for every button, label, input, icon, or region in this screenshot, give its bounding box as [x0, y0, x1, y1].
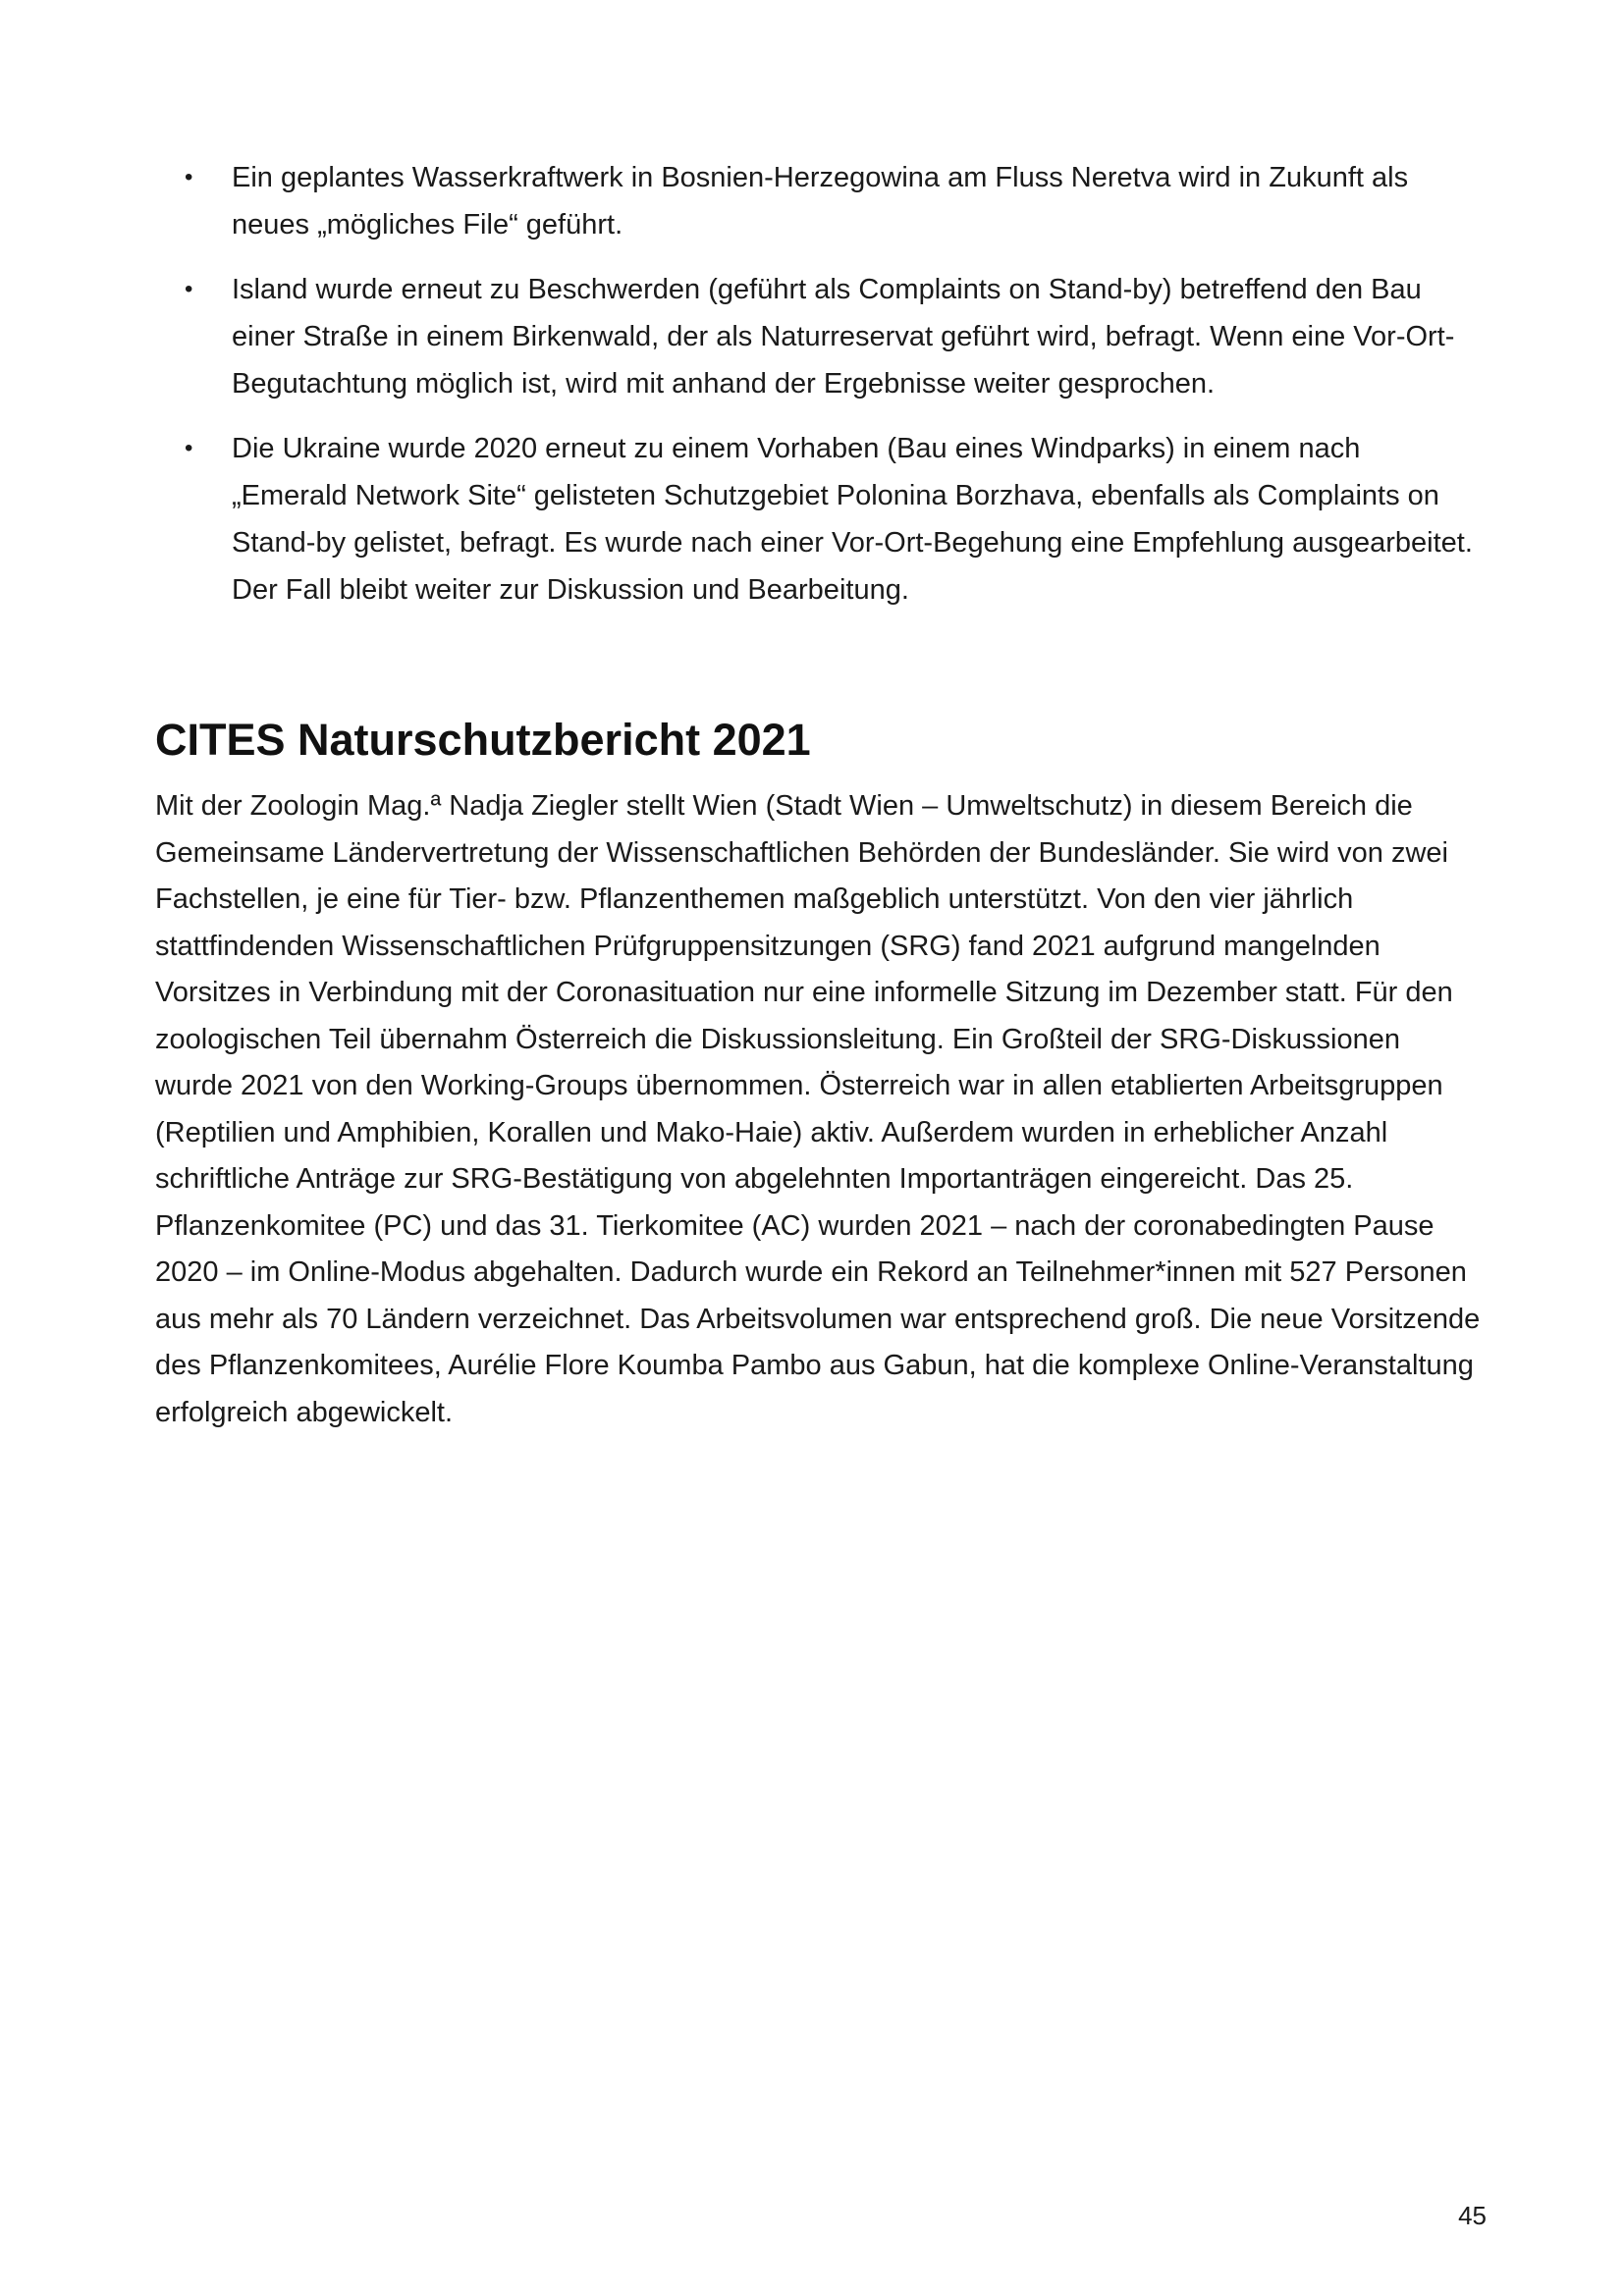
bullet-list: [155, 154, 1483, 631]
section-paragraph: Mit der Zoologin Mag.ª Nadja Ziegler stellt Wien (Stadt Wien – Umweltschutz) in diesem Bereich die Gemeinsame Ländervertretung der Wissenschaftlichen Behörden der Bundesländer. Sie wird von zwei Fachstellen, je eine für Tier- bzw. Pflanzenthemen maßgeblich unterstützt. Von den vier jährlich stattfindenden Wissenschaftlichen Prüfgruppensitzungen (SRG) fand 2021 aufgrund mangelnden Vorsitzes in Verbindung mit der Coronasituation nur eine informelle Sitzung im Dezember statt. Für den zoologischen Teil übernahm Österreich die Diskussionsleitung. Ein Großteil der SRG-Diskussionen wurde 2021 von den Working-Groups übernommen. Österreich war in allen etablierten Arbeitsgruppen (Reptilien und Amphibien, Korallen und Mako-Haie) aktiv. Außerdem wurden in erheblicher Anzahl schriftliche Anträge zur SRG-Bestätigung von abgelehnten Importanträgen eingereicht. Das 25. Pflanzenkomitee (PC) und das 31. Tierkomitee (AC) wurden 2021 – nach der coronabedingten Pause 2020 – im Online-Modus abgehalten. Dadurch wurde ein Rekord an Teilnehmer*innen mit 527 Personen aus mehr als 70 Ländern verzeichnet. Das Arbeitsvolumen war entsprechend groß. Die neue Vorsitzende des Pflanzenkomitees, Aurélie Flore Koumba Pambo aus Gabun, hat die komplexe Online-Veranstaltung erfolgreich abgewickelt.: [155, 790, 1481, 1428]
list-item: [155, 266, 1483, 407]
bullet-marker: •: [185, 276, 193, 302]
list-item-text: Island wurde erneut zu Beschwerden (geführt als Complaints on Stand-by) betreffend den Bau einer Straße in einem Birkenwald, der als Naturreservat geführt wird, befragt. Wenn eine Vor-Ort-Begutachtung möglich ist, wird mit anhand der Ergebnisse weiter gesprochen.: [232, 274, 1455, 400]
bullet-marker: •: [185, 435, 193, 461]
list-item: [155, 154, 1483, 248]
list-item-text: Die Ukraine wurde 2020 erneut zu einem Vorhaben (Bau eines Windparks) in einem nach „Emerald Network Site“ gelisteten Schutzgebiet Polonina Borzhava, ebenfalls als Complaints on Stand-by gelistet, befragt. Es wurde nach einer Vor-Ort-Begehung eine Empfehlung ausgearbeitet. Der Fall bleibt weiter zur Diskussion und Bearbeitung.: [232, 433, 1473, 606]
cites-section: [155, 707, 1483, 1436]
bullet-marker: •: [185, 164, 193, 190]
list-item-text: Ein geplantes Wasserkraftwerk in Bosnien-Herzegowina am Fluss Neretva wird in Zukunft als neues „mögliches File“ geführt.: [232, 162, 1409, 240]
page-number: 45: [1458, 2201, 1487, 2230]
section-heading: CITES Naturschutzbericht 2021: [155, 715, 811, 765]
list-item: [155, 425, 1483, 614]
